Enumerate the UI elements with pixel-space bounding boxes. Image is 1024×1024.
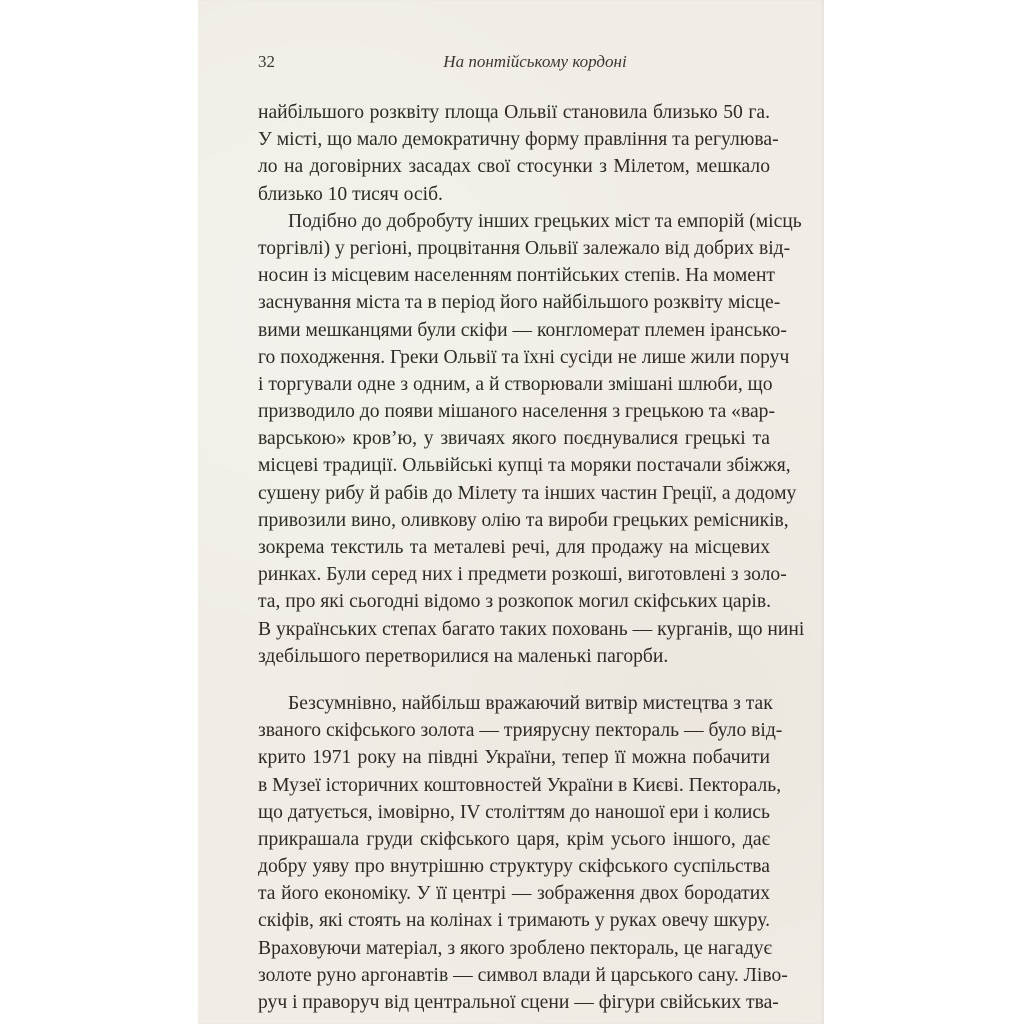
text-line: призводило до появи мішаного населення з грецькою та «вар- [258, 401, 775, 423]
page-number: 32 [258, 52, 275, 71]
text-line: вими мешканцями були скіфи — конгломерат племен ірансько- [258, 319, 787, 341]
text-line: золоте руно аргонавтів — символ влади й царського сану. Ліво- [258, 964, 788, 986]
text-line: ло на договірних засадах свої стосунки з Мілетом, мешкало [258, 156, 770, 178]
text-line: ринках. Були серед них і предмети розкоші, виготовлені з золо- [258, 564, 787, 586]
text-line: найбільшого розквіту площа Ольвії становила близько 50 га. [258, 102, 770, 123]
text-line: званого скіфського золота — триярусну пектораль — було від- [258, 720, 783, 742]
text-line: Подібно до добробуту інших грецьких міст та емпорій (місць [288, 210, 802, 232]
book-page [198, 0, 824, 1024]
text-line: близько 10 тисяч осіб. [258, 183, 443, 205]
running-title: На понтійському кордоні [443, 52, 627, 71]
running-head [258, 50, 768, 78]
text-line: скіфів, які стоять на колінах і тримають у руках овечу шкуру. [258, 910, 770, 932]
text-line: прикрашала груди скіфського царя, крім усього іншого, дає [258, 828, 770, 850]
body-text [258, 99, 805, 1016]
text-line: зокрема текстиль та металеві речі, для продажу на місцевих [258, 537, 770, 558]
text-line: Безсумнівно, найбільш вражаючий витвір мистецтва з так [288, 692, 773, 714]
text-line: го походження. Греки Ольвії та їхні сусіди не лише жили поруч [258, 346, 790, 368]
text-line: сушену рибу й рабів до Мілету та інших частин Греції, а додому [258, 482, 797, 504]
text-line: і торгували одне з одним, а й створювали змішані шлюби, що [258, 373, 773, 395]
text-line: в Музеї історичних коштовностей України в Києві. Пектораль, [258, 774, 782, 796]
text-line: носин із місцевим населенням понтійських степів. На момент [258, 265, 775, 287]
text-line: варською» кров’ю, у звичаях якого поєднувалися грецькі та [258, 428, 770, 450]
paragraph-3 [258, 690, 788, 1016]
text-line: заснування міста та в період його найбільшого розквіту місце- [258, 292, 781, 314]
text-line: Враховуючи матеріал, з якого зроблено пектораль, це нагадує [258, 937, 772, 959]
text-line: В українських степах багато таких поховань — курганів, що нині [258, 618, 805, 640]
text-line: У місті, що мало демократичну форму правління та регулюва- [258, 129, 779, 151]
text-line: добру уяву про внутрішню структуру скіфського суспільства [258, 856, 770, 878]
text-line: здебільшого перетворилися на маленькі пагорби. [258, 645, 669, 667]
paragraph-1 [258, 99, 779, 208]
text-line: руч і праворуч від центральної сцени — фігури свійських тва- [258, 992, 779, 1013]
text-line: торгівлі) у регіоні, процвітання Ольвії залежало від добрих від- [258, 237, 791, 259]
paragraph-2 [258, 208, 805, 670]
text-line: що датується, імовірно, IV століттям до наношої ери і колись [258, 801, 770, 823]
text-line: та його економіку. У її центрі — зображення двох бородатих [258, 883, 770, 905]
text-line: крито 1971 року на півдні України, тепер її можна побачити [258, 747, 770, 769]
text-line: місцеві традиції. Ольвійські купці та моряки постачали збіжжя, [258, 455, 791, 477]
text-line: привозили вино, оливкову олію та вироби грецьких ремісників, [258, 509, 789, 531]
text-line: та, про які сьогодні відомо з розкопок могил скіфських царів. [258, 591, 771, 613]
